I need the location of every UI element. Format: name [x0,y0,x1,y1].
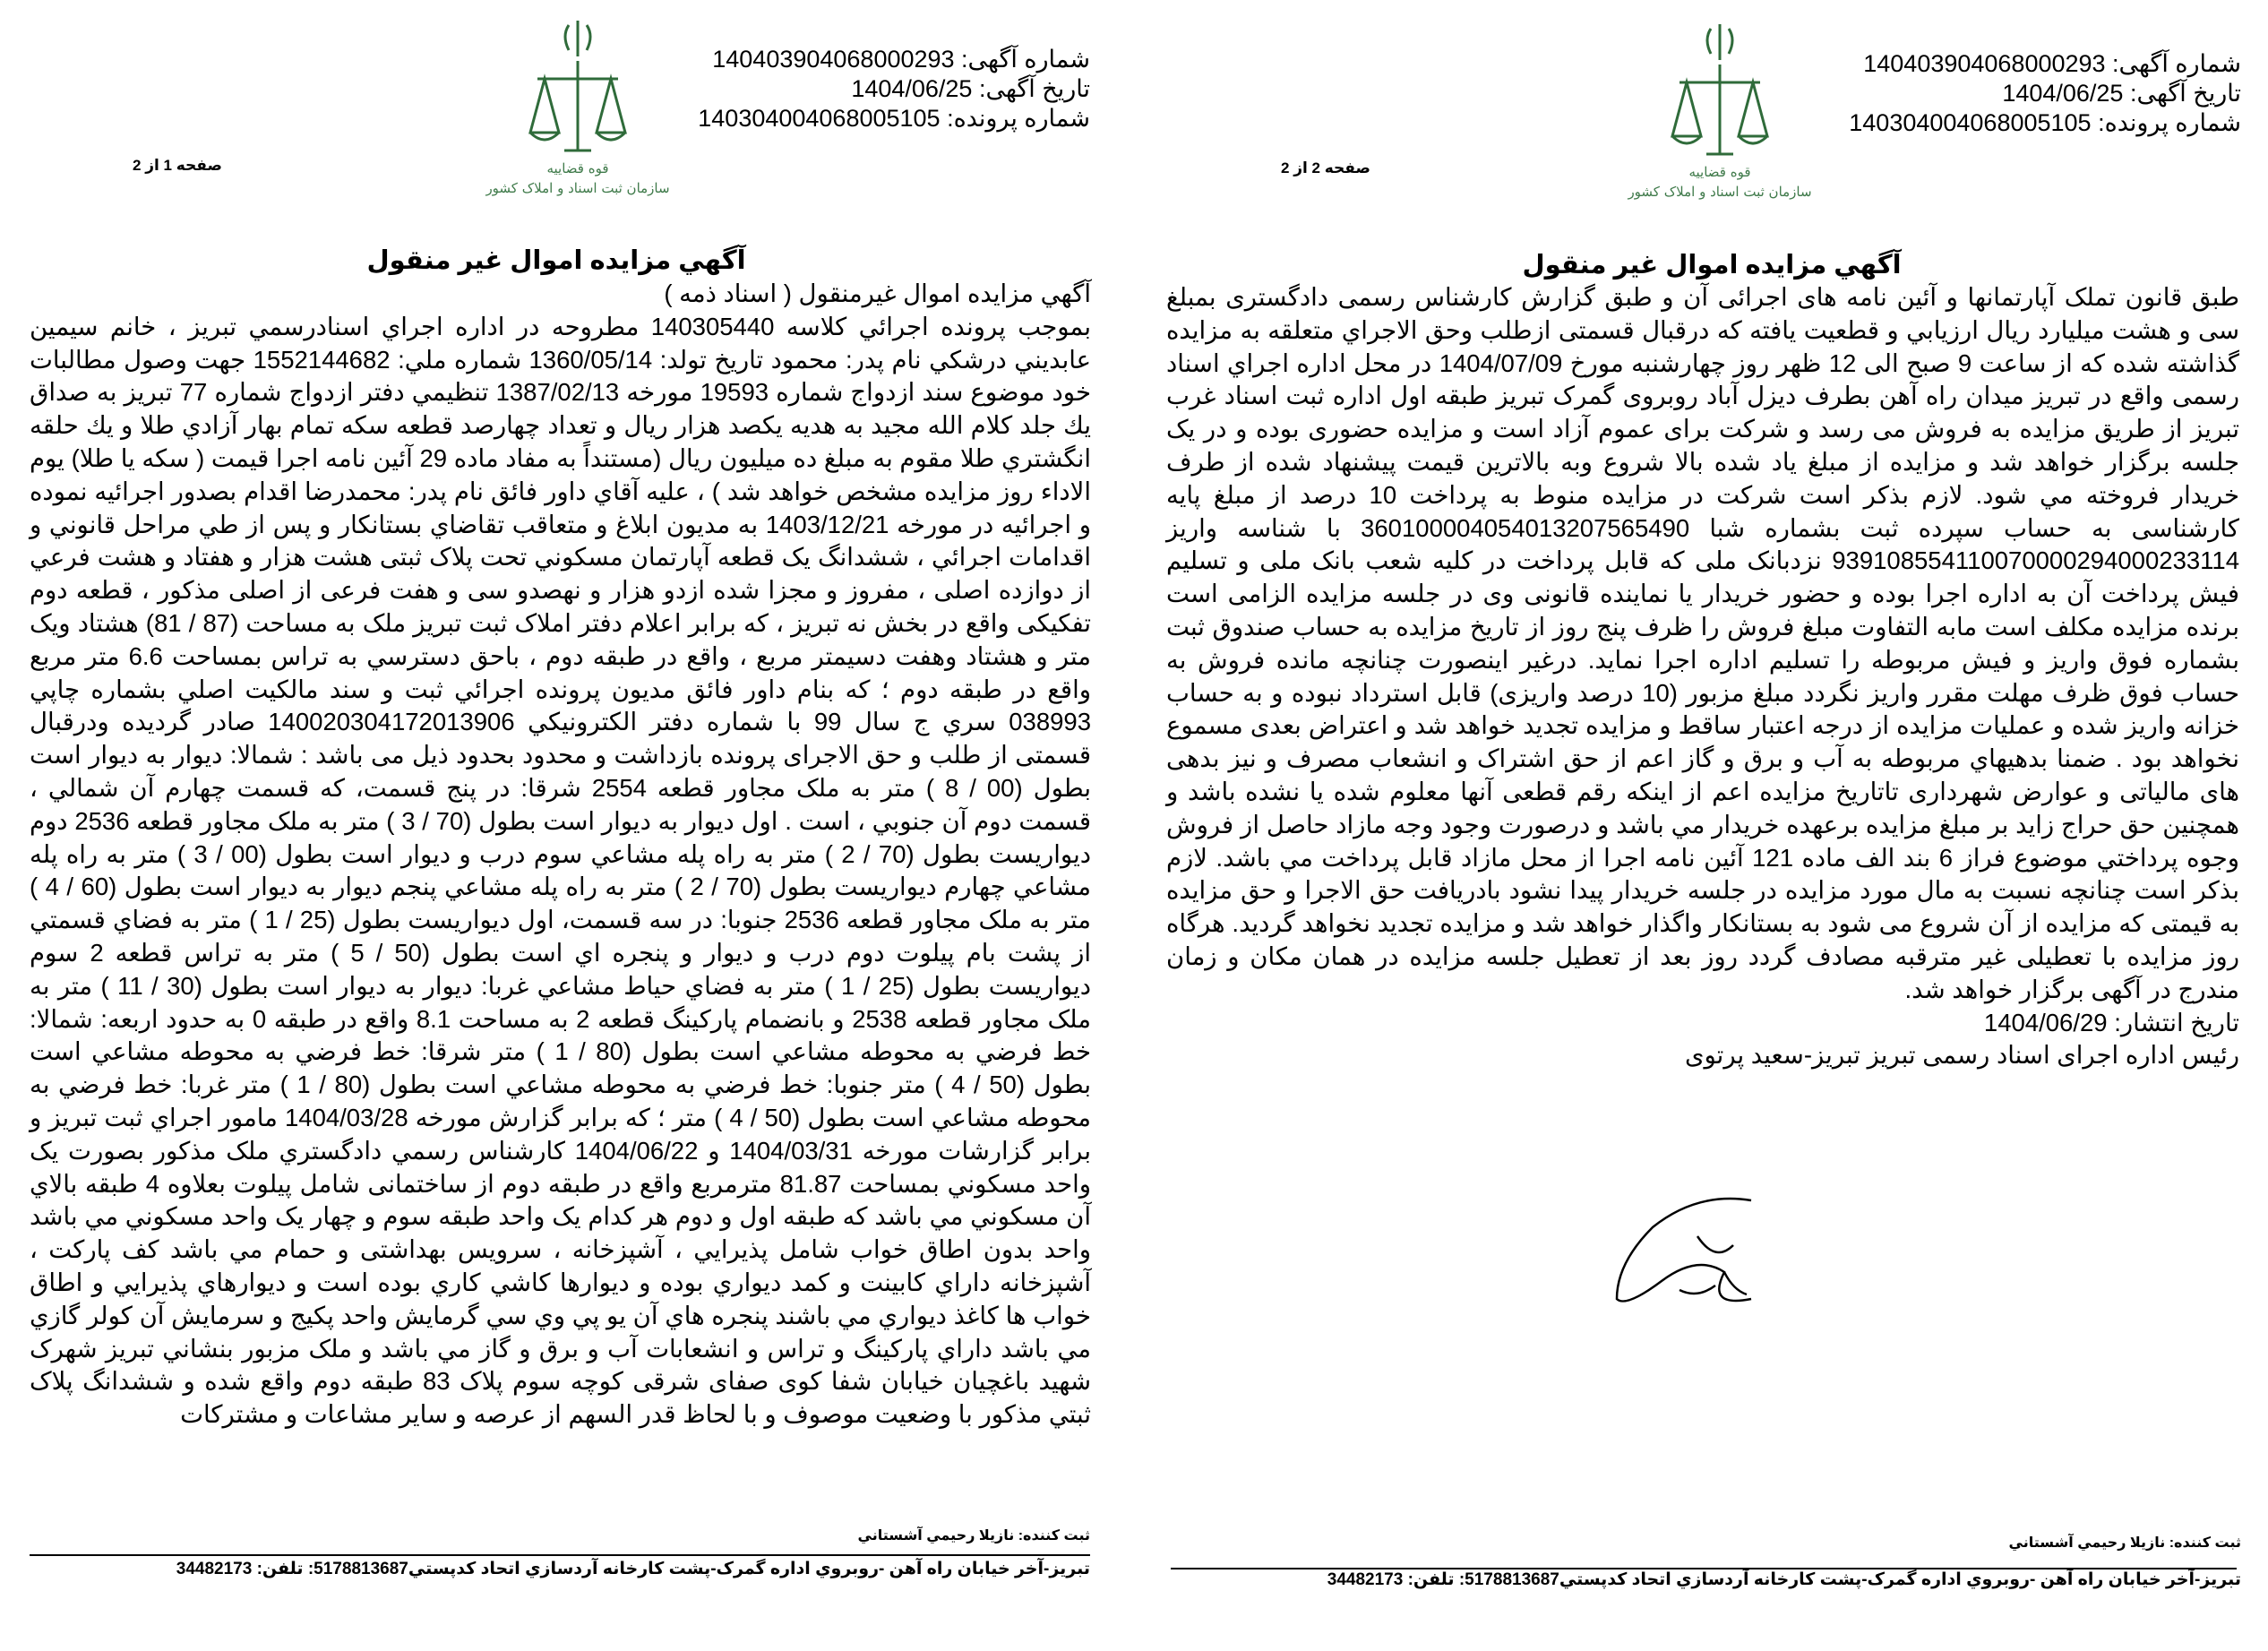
notice-body [30,278,1091,1432]
file-number: شماره پرونده: 140304004068005105 [1849,109,2241,136]
logo-text-judiciary: قوه قضاییه [546,160,609,176]
judiciary-logo [1628,11,1812,203]
logo-text-judiciary: قوه قضاییه [1688,164,1751,180]
notice-date: تاریخ آگهی: 1404/06/25 [2002,80,2241,107]
judiciary-logo [485,7,670,200]
notice-subtitle: آگهي مزايده اموال غيرمنقول ( اسناد ذمه ) [664,279,1091,307]
page-1 [0,0,1129,1651]
registrar: ثبت كننده: نازيلا رحيمي آشستاني [2008,1535,2241,1551]
office-address: تبريز-آخر خيابان راه آهن -روبروي اداره گمرک-پشت كارخانه آردسازي اتحاد كدپستي5178813687: تلفن: 34482173 [176,1560,1090,1578]
notice-body [1166,281,2239,1072]
logo-text-registry: سازمان ثبت اسناد و املاک کشور [1628,184,1812,200]
publish-date: تاریخ انتشار: 1404/06/29 [1983,1008,2239,1036]
page-2 [1155,0,2268,1651]
notice-date: تاریخ آگهی: 1404/06/25 [851,75,1090,102]
signatory: رئیس اداره اجرای اسناد رسمی تبریز تبریز-سعید پرتوی [1684,1041,2239,1070]
page-label: صفحه 2 از 2 [1281,159,1370,176]
office-address: تبريز-آخر خيابان راه آهن -روبروي اداره گمرک-پشت كارخانه آردسازي اتحاد كدپستي5178813687: تلفن: 34482173 [1327,1570,2241,1589]
notice-paragraph: بموجب پرونده اجرائي كلاسه 140305440 مطروحه در اداره اجراي اسنادرسمي تبريز ، خانم سيمين عابديني درشكي نام پدر: محمود تاريخ تولد: 1360/05/14 شماره ملي: 1552144682 جهت وصول مطالبات خود موضوع سند ازدواج شماره 19593 مورخه 1387/02/13 تنظيمي دفتر ازدواج شماره 77 تبريز به صداق يك جلد كلام الله مجيد به هديه يكصد هزار ريال و تعداد چهارصد قطعه سكه تمام بهار آزادي طلا و يك حلقه انگشتري طلا مقوم به مبلغ ده ميليون ريال (مستنداً به مفاد ماده 29 آئين نامه اجرا قيمت ( سكه يا طلا) يوم الاداء روز مزايده مشخص خواهد شد ) ، عليه آقاي داور فائق نام پدر: محمدرضا اقدام بصدور اجرائيه نموده و اجرائيه در مورخه 1403/12/21 به مديون ابلاغ و متعاقب تقاضاي بستانكار و پس از طي مراحل قانوني و اقدامات اجرائي ، ششدانگ يک قطعه آپارتمان مسكوني تحت پلاک ثبتی هشت هزار و هفتاد و هشت فرعي از دوازده اصلی ، مفروز و مجزا شده ازدو هزار و نهصدو سی و هفت فرعی از اصلی مذکور ، قطعه دوم تفکیکی واقع در بخش نه تبریز ، که برابر اعلام دفتر املاک ثبت تبریز ملک به مساحت (87 / 81) هشتاد ويک متر و هشتاد وهفت دسيمتر مربع ، واقع در طبقه دوم ، باحق دسترسي به تراس بمساحت 6.6 متر مربع واقع در طبقه دوم ؛ كه بنام داور فائق مديون پرونده اجرائي ثبت و سند مالكيت اصلي بشماره چاپي 038993 سري ج سال 99 با شماره دفتر الكترونيكي 140020304172013906 صادر گرديده ودرقبال قسمتی از طلب و حق الاجرای پرونده بازداشت و محدود بحدود ذیل می باشد : شمالا: ديوار به ديوار است بطول (00 / 8 ) متر به ملک مجاور قطعه 2554 شرقا: در پنج قسمت، که قسمت چهارم آن شمالي ، قسمت دوم آن جنوبي ، است . اول ديوار به ديوار است بطول (70 / 3 ) متر به ملک مجاور قطعه 2536 دوم ديواريست بطول (70 / 2 ) متر به راه پله مشاعي سوم درب و ديوار است بطول (00 / 3 ) متر به راه پله مشاعي چهارم ديواريست بطول (70 / 2 ) متر به راه پله مشاعي پنجم ديوار به ديوار است بطول (60 / 4 ) متر به ملک مجاور قطعه 2536 جنوبا: در سه قسمت، اول ديواريست بطول (25 / 1 ) متر به فضاي قسمتي از پشت بام پيلوت دوم درب و ديوار و پنجره اي است بطول (50 / 5 ) متر به تراس قطعه 2 سوم ديواريست بطول (25 / 1 ) متر به فضاي حياط مشاعي غربا: ديوار به ديوار است بطول (30 / 11 ) متر به ملک مجاور قطعه 2538 و بانضمام پاركينگ قطعه 2 به مساحت 8.1 واقع در طبقه 0 به حدود اربعه: شمالا: خط فرضي به محوطه مشاعي است بطول (80 / 1 ) متر شرقا: خط فرضي به محوطه مشاعي است بطول (50 / 4 ) متر جنوبا: خط فرضي به محوطه مشاعي است بطول (80 / 1 ) متر غربا: خط فرضي به محوطه مشاعي است بطول (50 / 4 ) متر ؛ كه برابر گزارش مورخه 1404/03/28 مامور اجراي ثبت تبريز و برابر گزارشات مورخه 1404/03/31 و 1404/06/22 كارشناس رسمي دادگستري ملک مذكور بصورت يک واحد مسكوني بمساحت 81.87 مترمربع واقع در طبقه دوم از ساختمانی شامل پيلوت بعلاوه 4 طبقه بالاي آن مسكوني مي باشد كه طبقه اول و دوم هر كدام يک واحد طبقه سوم و چهار يک واحد مسكوني مي باشد واحد بدون اطاق خواب شامل پذيرايي ، آشپزخانه ، سرويس بهداشتی و حمام مي باشد كف پاركت ، آشپزخانه داراي كابينت و كمد ديواري بوده و ديوارها كاشي كاري بوده است و ديوارهاي پذيرايي و اطاق خواب ها كاغذ ديواري مي باشند پنجره هاي آن يو پي وي سي گرمايش واحد پكيج و سرمايش آن كولر گازي مي باشد داراي پاركينگ و تراس و انشعابات آب و برق و گاز مي باشد و ملک مزبور بنشاني تبريز شهرک شهيد باغچيان خيابان شفا كوی صفای شرقی کوچه سوم پلاک 83 طبقه دوم واقع شده و ششدانگ پلاک ثبتي مذكور با وضعيت موصوف و با لحاظ قدر السهم از عرصه و ساير مشاعات و مشتركات [30,312,1092,1429]
page-label: صفحه 1 از 2 [133,157,222,174]
notice-paragraph: طبق قانون تملک آپارتمانها و آئین نامه های اجرائی آن و طبق گزارش کارشناس رسمی دادگستری بمبلغ سی و هشت میلیارد ریال ارزیابي و قطعیت یافته که درقبال قسمتی ازطلب وحق الاجراي متعلقه به مزایده گذاشته شده که از ساعت 9 صبح الی 12 ظهر روز چهارشنبه مورخ 1404/07/09 در محل اداره اجراي اسناد رسمی واقع در تبریز میدان راه آهن بطرف دیزل آباد روبروی گمرک تبریز طبقه اول اداره ثبت اسناد غرب تبریز از طریق مزایده به فروش می رسد و شرکت برای عموم آزاد است و مزایده حضوری بوده و در یک جلسه برگزار خواهد شد و مزایده از مبلغ یاد شده بالا شروع وبه بالاترین قیمت پیشنهاد شده از طرف خریدار فروخته مي شود. لازم بذکر است شرکت در مزایده منوط به پرداخت 10 درصد از مبلغ پایه کارشناسی به حساب سپرده ثبت بشماره شبا 360100004054013207565490 با شناسه واریز 939108554110070000294000233114 نزدبانک ملی که قابل پرداخت در کلیه شعب بانک ملی و تسلیم فیش پرداخت آن به اداره اجرا بوده و حضور خریدار یا نماینده قانونی وی در جلسه مزایده الزامی است برنده مزایده مکلف است مابه التفاوت مبلغ فروش را ظرف پنج روز از تاریخ مزایده به حساب صندوق ثبت بشماره فوق واریز و فیش مربوطه را تسلیم اداره اجرا نماید. درغیر اینصورت چنانچه مانده فروش به حساب فوق ظرف مهلت مقرر واریز نگردد مبلغ مزبور (10 درصد واریزی) قابل استرداد نبوده و به حساب خزانه واریز شده و عملیات مزایده از درجه اعتبار ساقط و مزایده تجدید خواهد شد و اعتراض بعدی مسموع نخواهد بود . ضمنا بدهیهاي مربوطه به آب و برق و گاز اعم از حق اشتراک و انشعاب مصرف و نیز بدهی های مالیاتی و عوارض شهرداری تاتاریخ مزایده اعم از اینکه رقم قطعی آنها معلوم شده یا نشده باشد و همچنین حق حراج زاید بر مبلغ مزایده برعهده خریدار مي باشد و درصورت وجود وجه مازاد حاصل از فروش وجوه پرداختي موضوع فراز 6 بند الف ماده 121 آئین نامه اجرا از محل مازاد قابل پرداخت مي باشد. لازم بذکر است چنانچه نسبت به مال مورد مزایده در جلسه خریدار پیدا نشود بادریافت حق الاجرا و حق مزایده به قیمتی که مزایده از آن شروع می شود به بستانکار واگذار خواهد شد و مزایده تجدید نخواهد گردید. هرگاه روز مزایده با تعطیلی غیر مترقبه مصادف گردد روز بعد از تعطیل جلسه مزایده در همان مکان و زمان مندرج در آگهی برگزار خواهد شد. [1166,283,2239,1003]
notice-number: شماره آگهی: 140403904068000293 [712,46,1090,73]
notice-number: شماره آگهی: 14040390406800029‍3 [1863,50,2241,77]
file-number: شماره پرونده: 140304004068005105 [698,105,1090,132]
registrar: ثبت كننده: نازيلا رحيمي آشستاني [857,1528,1090,1544]
notice-title: آگهي مزايده اموال غير منقول [366,246,746,275]
signature [1572,1182,1787,1317]
notice-title: آگهي مزايده اموال غير منقول [1522,251,1902,279]
logo-text-registry: سازمان ثبت اسناد و املاک کشور [485,180,670,196]
footer-divider [30,1554,1090,1556]
